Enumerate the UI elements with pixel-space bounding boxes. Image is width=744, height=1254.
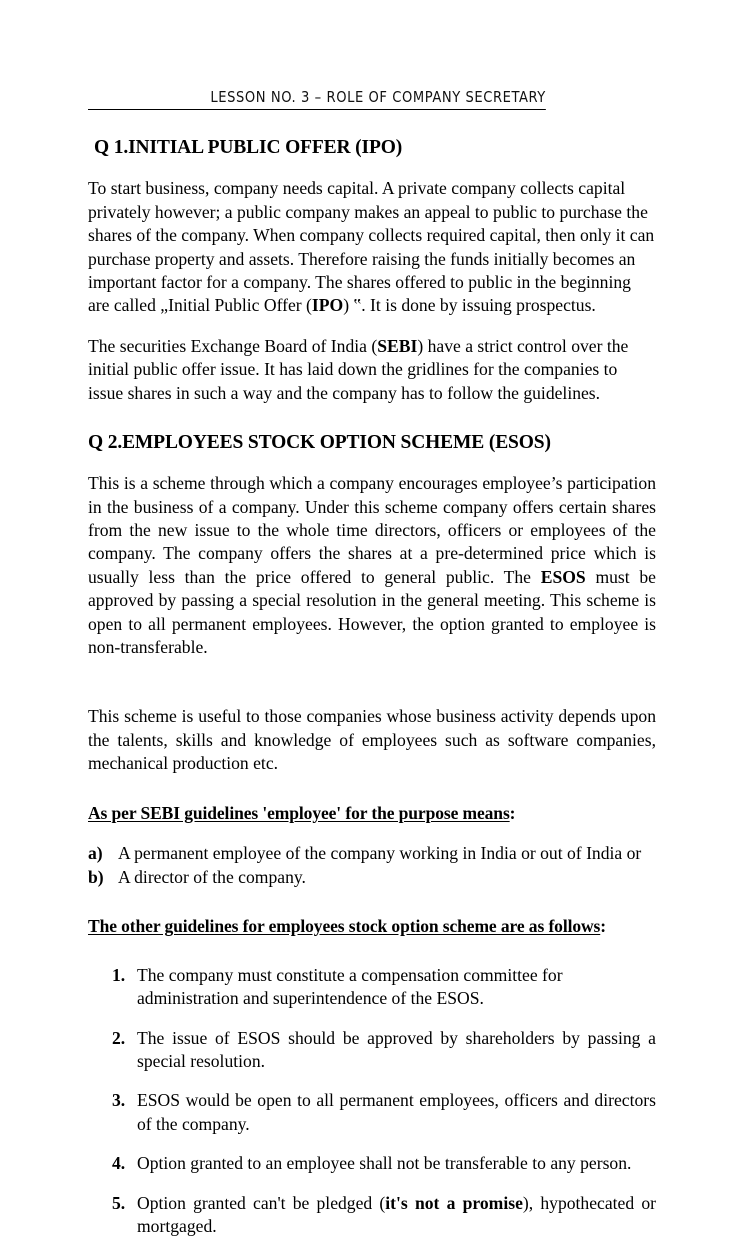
- list-item-text: [137, 1089, 656, 1136]
- paragraph-text-post: ) have a strict control over the initial public offer issue. It has laid down the gridlines for the companies to issue shares in such a way and the company has to follow the guidelines.: [88, 335, 629, 403]
- heading-q1: Q 1.INITIAL PUBLIC OFFER (IPO): [94, 137, 403, 158]
- list-item-text-pre: The issue of ESOS should be approved by shareholders by passing a special resolution.: [137, 1027, 656, 1072]
- list-item-text: [137, 964, 656, 1011]
- paragraph-text-bold: SEBI: [377, 335, 418, 356]
- list-marker: b): [88, 866, 104, 887]
- list-marker: 5.: [112, 1192, 126, 1213]
- heading-other-guidelines: [88, 915, 656, 938]
- list-item-text-post: ), hypothecated or mortgaged.: [137, 1192, 657, 1236]
- list-item: [112, 1089, 656, 1136]
- list-marker: 1.: [112, 964, 126, 985]
- list-marker: 2.: [112, 1027, 126, 1048]
- list-item: [112, 1152, 656, 1175]
- list-item-text: [137, 1152, 656, 1175]
- list-item-text: [137, 1192, 656, 1239]
- paragraph-text-post: must be approved by passing a special resolution in the general meeting. This scheme is open to all permanent employees. However, the option granted to employee is non-transferable.: [88, 566, 656, 657]
- list-item: [112, 1027, 656, 1074]
- list-item-text: A director of the company.: [118, 866, 306, 887]
- list-marker: a): [88, 843, 103, 864]
- paragraph-esos-usefulness: [88, 705, 656, 775]
- paragraph-text-post: ) ‟. It is done by issuing prospectus.: [343, 295, 596, 316]
- paragraph-text-pre: This scheme is useful to those companies whose business activity depends upon the talents, skills and knowledge of employees such as software companies, mechanical production etc.: [88, 706, 656, 774]
- list-item-text-pre: ESOS would be open to all permanent employees, officers and directors of the company.: [137, 1090, 656, 1134]
- list-item-text-pre: Option granted can't be pledged (: [137, 1192, 386, 1213]
- sebi-employee-list: [88, 842, 656, 889]
- paragraph-ipo-intro: [88, 177, 656, 317]
- list-item-text: [137, 1027, 656, 1074]
- list-marker: 3.: [112, 1090, 126, 1111]
- heading-sebi-employee-definition: [88, 802, 656, 825]
- paragraph-text-pre: This is a scheme through which a company encourages employee’s participation in the business of a company. Under this scheme company offers certain shares from the new issue to the whole time directors, officers or employees of the company. The company offers the shares at a pre-determined price which is usually less than the price offered to general public. The: [88, 473, 656, 587]
- list-item-text-pre: The company must constitute a compensation committee for administration and superintendence of the ESOS.: [137, 964, 563, 1009]
- paragraph-text-pre: The securities Exchange Board of India (: [88, 335, 378, 356]
- list-item: [112, 964, 656, 1011]
- document-content: [88, 88, 656, 1254]
- list-item-text: A permanent employee of the company working in India or out of India or: [118, 843, 642, 864]
- list-marker: 4.: [112, 1153, 126, 1174]
- heading-q2: Q 2.EMPLOYEES STOCK OPTION SCHEME (ESOS): [88, 431, 551, 453]
- heading-trailing-colon: :: [600, 916, 606, 937]
- list-item-text-pre: Option granted to an employee shall not be transferable to any person.: [137, 1153, 632, 1174]
- paragraph-sebi-control: [88, 335, 656, 405]
- list-item: [112, 1192, 656, 1239]
- paragraph-text-bold: ESOS: [540, 566, 586, 587]
- list-item-text-bold: it's not a promise: [385, 1192, 523, 1213]
- heading-trailing-colon: :: [509, 802, 516, 823]
- heading-underlined-text: As per SEBI guidelines 'employee' for the purpose means: [88, 802, 510, 823]
- list-item: [88, 842, 656, 865]
- list-item: [88, 866, 656, 889]
- other-guidelines-list: [88, 964, 656, 1239]
- paragraph-text-pre: To start business, company needs capital. A private company collects capital privately however; a public company makes an appeal to public to purchase the shares of the company. When company collects required capital, then only it can purchase property and assets. Therefore raising the funds initially becomes an important factor for a company. The shares offered to public in the beginning are called „Initial Public Offer (: [88, 178, 655, 316]
- paragraph-esos-intro: [88, 472, 656, 659]
- running-header: LESSON NO. 3 – ROLE OF COMPANY SECRETARY: [88, 88, 546, 110]
- heading-underlined-text: The other guidelines for employees stock option scheme are as follows: [88, 916, 601, 937]
- paragraph-text-bold: IPO: [311, 295, 344, 316]
